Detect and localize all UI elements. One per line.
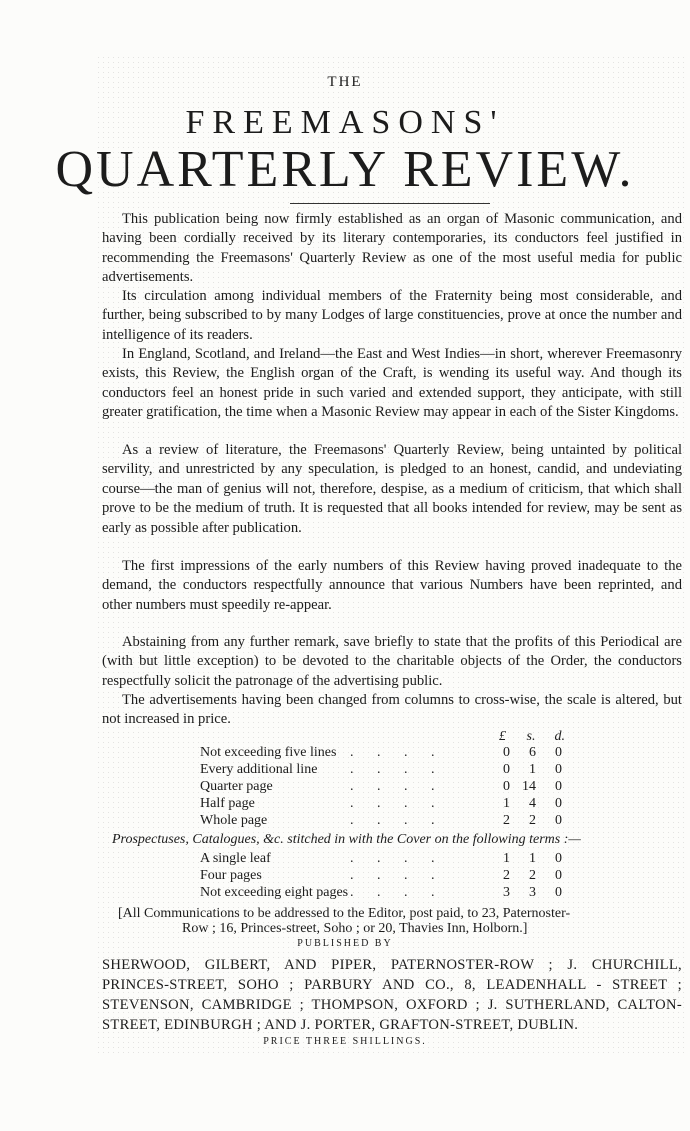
leader-dots: . . . . <box>350 813 445 828</box>
paragraph-reprints: The first impressions of the early numbers of this Review having proved inadequate to the demand, the conductors respectfully announce that various Numbers have been reprinted, and other numbers must speedily re-appear. <box>102 558 682 613</box>
rate-pounds: 3 <box>503 885 510 900</box>
leader-dots: . . . . <box>350 796 445 811</box>
masthead-the: THE <box>327 74 363 90</box>
publisher-line: STEVENSON, CAMBRIDGE ; THOMPSON, OXFORD ; J. SUTHERLAND, CALTON- <box>102 997 682 1013</box>
leader-dots: . . . . <box>350 762 445 777</box>
rate-shillings: 4 <box>529 796 536 811</box>
publishers-list <box>102 955 682 1035</box>
currency-header <box>484 729 569 745</box>
communications-note-line-1: [All Communications to be addressed to the Editor, post paid, to 23, Paternoster- <box>118 906 571 921</box>
paragraph-advertisement-scale: The advertisements having been changed from columns to cross-wise, the scale is altered, but not increased in price. <box>102 692 682 728</box>
published-by-label: PUBLISHED BY <box>297 938 393 949</box>
rate-label: Quarter page <box>200 779 273 794</box>
communications-note-line-2: Row ; 16, Princes-street, Soho ; or 20, Thavies Inn, Holborn.] <box>182 921 528 936</box>
rate-shillings: 1 <box>529 762 536 777</box>
leader-dots: . . . . <box>350 851 445 866</box>
rate-label: Four pages <box>200 868 262 883</box>
rate-label: Not exceeding eight pages <box>200 885 349 900</box>
rate-pounds: 0 <box>503 779 510 794</box>
publisher-line: STREET, EDINBURGH ; AND J. PORTER, GRAFTON-STREET, DUBLIN. <box>102 1017 579 1033</box>
leader-dots: . . . . <box>350 745 445 760</box>
title-rule <box>290 203 490 204</box>
rate-shillings: 1 <box>529 851 536 866</box>
paragraph-literary-review: As a review of literature, the Freemasons' Quarterly Review, being untainted by political servility, and unrestricted by any speculation, is pledged to an honest, candid, and undeviating course—the man of genius will not, therefore, despise, as a medium of criticism, that which shall prove to be the medium of truth. It is requested that all books intended for review, may be sent as early as possible after publication. <box>102 442 682 536</box>
rate-pence: 0 <box>555 796 562 811</box>
rate-pounds: 0 <box>503 745 510 760</box>
paragraph-circulation: Its circulation among individual members of the Fraternity being most considerable, and further, being subscribed to by many Lodges of large constituencies, prove at once the number and intelligence of its readers. <box>102 288 682 343</box>
masthead-freemasons: FREEMASONS' <box>185 104 505 141</box>
price-line: PRICE THREE SHILLINGS. <box>263 1036 427 1047</box>
rate-pence: 0 <box>555 813 562 828</box>
rate-label: Whole page <box>200 813 268 828</box>
rate-pounds: 0 <box>503 762 510 777</box>
prospectuses-heading: Prospectuses, Catalogues, &c. stitched in with the Cover on the following terms :— <box>112 832 581 847</box>
rate-pence: 0 <box>555 868 562 883</box>
masthead-quarterly-review: QUARTERLY REVIEW. <box>55 141 635 198</box>
rate-shillings: 2 <box>529 868 536 883</box>
rate-pence: 0 <box>555 779 562 794</box>
rate-shillings: 14 <box>522 779 536 794</box>
pounds-header: £ <box>499 729 506 744</box>
rate-label: Every additional line <box>200 762 318 777</box>
rate-pounds: 2 <box>503 868 510 883</box>
publisher-line: SHERWOOD, GILBERT, AND PIPER, PATERNOSTER-ROW ; J. CHURCHILL, <box>102 957 682 973</box>
leader-dots: . . . . <box>350 885 445 900</box>
rate-label: Not exceeding five lines <box>200 745 337 760</box>
paragraph-establishment: This publication being now firmly established as an organ of Masonic communication, and having been cordially received by its literary contemporaries, its conductors feel justified in recommending the Freemasons' Quarterly Review as one of the most useful media for public advertisements. <box>102 211 682 286</box>
rate-shillings: 3 <box>529 885 536 900</box>
paragraph-reach: In England, Scotland, and Ireland—the East and West Indies—in short, wherever Freemasonry exists, this Review, the English organ of the Craft, is wending its useful way. And though its conductors feel an honest pride in such varied and extended support, they anticipate, with still greater gratification, the time when a Masonic Review may appear in each of the Sister Kingdoms. <box>102 346 682 421</box>
rate-pence: 0 <box>555 851 562 866</box>
rate-label: Half page <box>200 796 255 811</box>
shillings-header: s. <box>526 729 536 744</box>
rate-pounds: 1 <box>503 851 510 866</box>
rate-shillings: 2 <box>529 813 536 828</box>
rate-pounds: 1 <box>503 796 510 811</box>
paragraph-profits: Abstaining from any further remark, save briefly to state that the profits of this Periodical are (with but little exception) to be devoted to the charitable objects of the Order, the conductors respectfully solicit the patronage of the advertising public. <box>102 634 682 689</box>
rate-label: A single leaf <box>200 851 271 866</box>
rate-shillings: 6 <box>529 745 536 760</box>
leader-dots: . . . . <box>350 868 445 883</box>
leader-dots: . . . . <box>350 779 445 794</box>
rate-pence: 0 <box>555 762 562 777</box>
rate-pence: 0 <box>555 745 562 760</box>
rate-pence: 0 <box>555 885 562 900</box>
publisher-line: PRINCES-STREET, SOHO ; PARBURY AND CO., 8, LEADENHALL - STREET ; <box>102 977 682 993</box>
rate-pounds: 2 <box>503 813 510 828</box>
pence-header: d. <box>554 729 565 744</box>
